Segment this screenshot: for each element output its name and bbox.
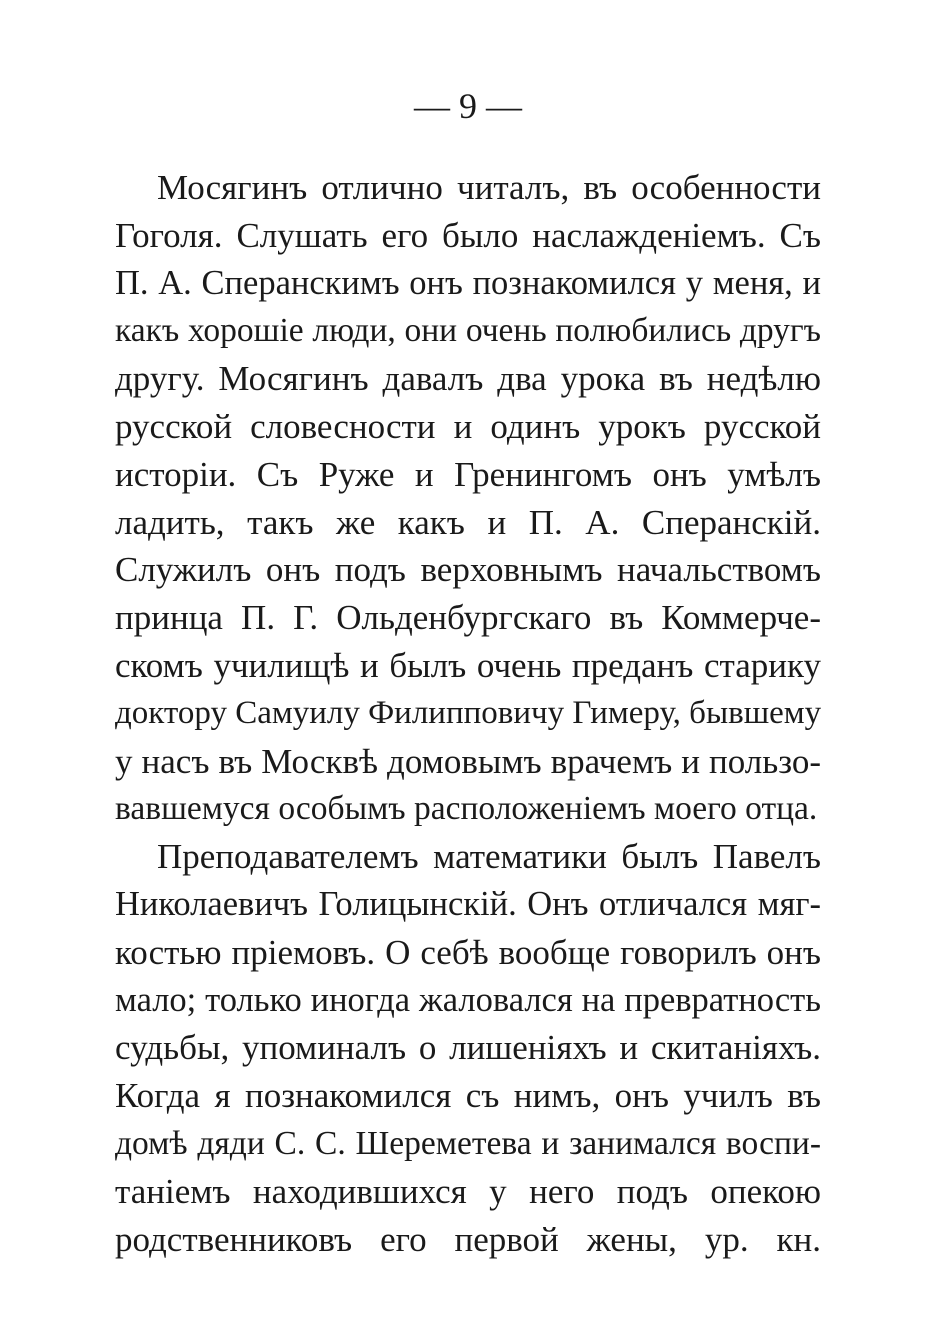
text-line: исторіи. Съ Руже и Гренингомъ онъ умѣлъ: [115, 454, 821, 494]
text-line: Преподавателемъ математики былъ Павелъ: [157, 837, 821, 877]
paragraph-1: [115, 164, 821, 833]
text-line: другу. Мосягинъ давалъ два урока въ недѣлю: [115, 359, 821, 399]
text-line: Когда я познакомился съ нимъ, онъ училъ въ: [115, 1076, 821, 1116]
text-line: костью пріемовъ. О себѣ вообще говорилъ онъ: [115, 932, 821, 972]
text-line: таніемъ находившихся у него подъ опекою: [115, 1171, 821, 1211]
text-line: какъ хорошіе люди, они очень полюбились другъ: [115, 312, 821, 350]
text-line: у насъ въ Москвѣ домовымъ врачемъ и пользо-: [115, 741, 821, 781]
text-line: Служилъ онъ подъ верховнымъ начальствомъ: [115, 550, 821, 590]
text-line: домѣ дяди С. С. Шереметева и занимался воспи-: [115, 1124, 821, 1162]
page-number: — 9 —: [414, 86, 522, 126]
text-line: Гоголя. Слушать его было наслажденіемъ. Съ: [115, 215, 821, 255]
text-line: родственниковъ его первой жены, ур. кн.: [115, 1219, 821, 1259]
text-line: ладить, такъ же какъ и П. А. Сперанскій.: [115, 502, 821, 542]
text-line: вавшемуся особымъ расположеніемъ моего отца.: [115, 790, 818, 828]
text-line: скомъ училищѣ и былъ очень преданъ старику: [115, 645, 821, 685]
text-line: Николаевичъ Голицынскій. Онъ отличался мяг-: [115, 884, 821, 923]
text-line: П. А. Сперанскимъ онъ познакомился у меня, и: [115, 263, 821, 302]
text-line: судьбы, упоминалъ о лишеніяхъ и скитаніяхъ.: [115, 1028, 821, 1068]
body-text: [115, 164, 821, 1263]
text-line: Мосягинъ отлично читалъ, въ особенности: [157, 168, 821, 207]
text-line: принца П. Г. Ольденбургскаго въ Коммерче-: [115, 598, 821, 638]
text-line: русской словесности и одинъ урокъ русской: [115, 406, 821, 446]
paragraph-2: [115, 833, 821, 1263]
text-line: доктору Самуилу Филипповичу Гимеру, бывшему: [115, 694, 822, 731]
text-line: мало; только иногда жаловался на превратность: [115, 980, 821, 1019]
